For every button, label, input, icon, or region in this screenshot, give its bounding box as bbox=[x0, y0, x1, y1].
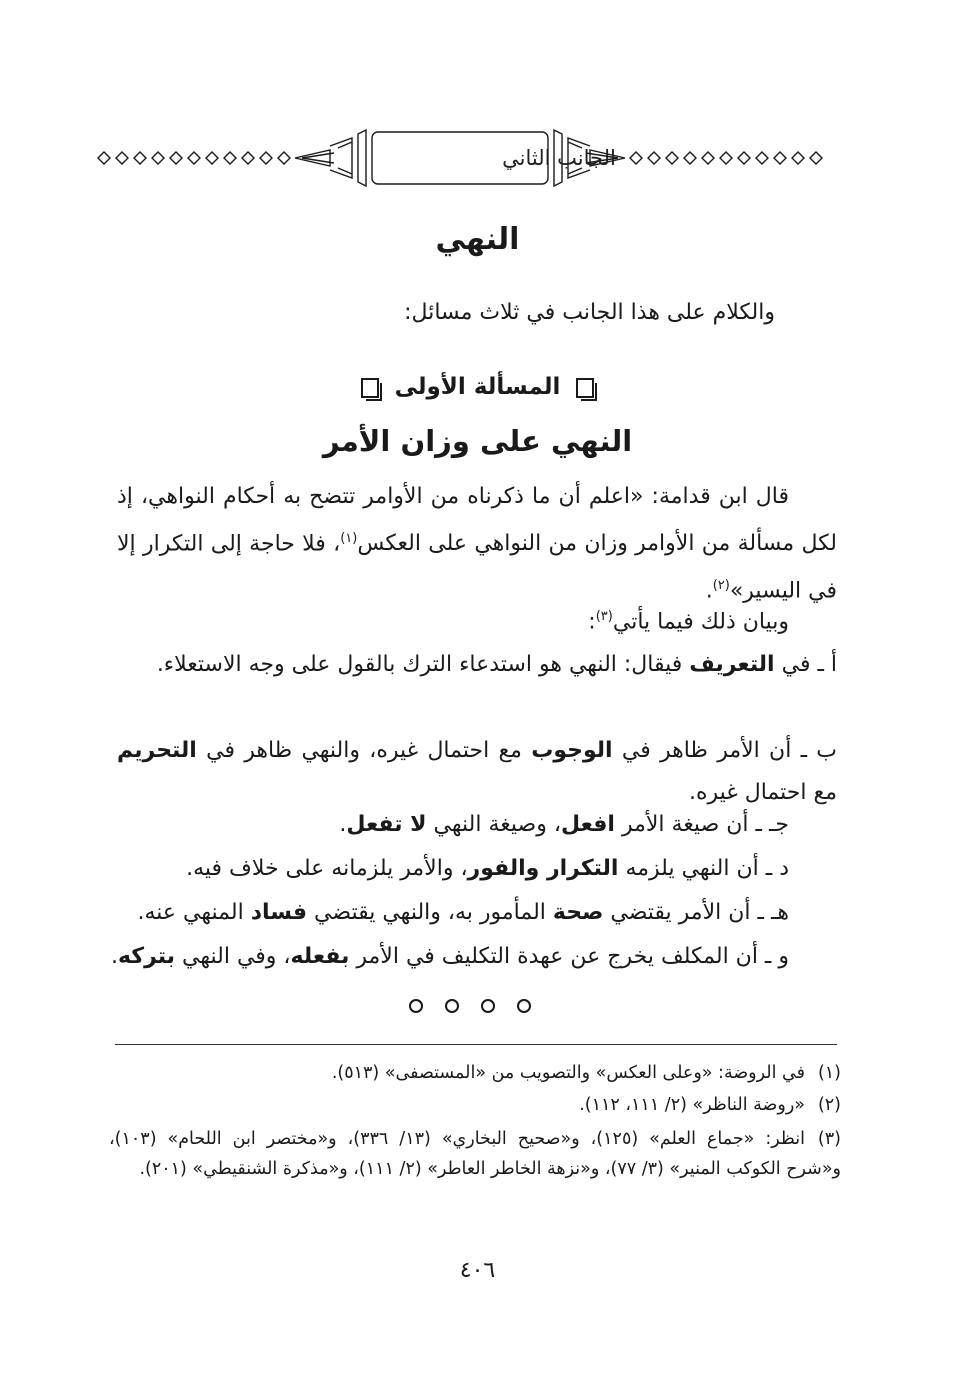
item-text: أ ـ في bbox=[774, 652, 837, 677]
item-bold: فساد bbox=[250, 900, 308, 925]
item-text: و ـ أن المكلف يخرج عن عهدة التكليف في الأمر bbox=[349, 944, 789, 969]
item-bold: افعل bbox=[560, 812, 615, 837]
item-text: مع احتمال غيره، والنهي ظاهر في bbox=[196, 738, 532, 763]
footnote-number: (١) bbox=[817, 1063, 841, 1083]
footnote-text: «روضة الناظر» (٢/ ١١١، ١١٢). bbox=[579, 1095, 805, 1115]
subtitle: النهي على وزان الأمر bbox=[322, 424, 633, 458]
item-text: ، وصيغة النهي bbox=[426, 812, 561, 837]
footnote-1 bbox=[109, 1058, 841, 1088]
item-text: هـ ـ أن الأمر يقتضي bbox=[603, 900, 789, 925]
paragraph-text: . bbox=[705, 578, 713, 604]
list-item-j bbox=[339, 812, 789, 837]
list-item-w bbox=[111, 944, 789, 969]
paragraph-text: وبيان ذلك فيما يأتي bbox=[612, 609, 789, 635]
item-bold: التكرار والفور bbox=[467, 856, 619, 881]
item-text: ، والأمر يلزمانه على خلاف فيه. bbox=[186, 856, 468, 881]
item-text: جـ ـ أن صيغة الأمر bbox=[614, 812, 789, 837]
item-text: المنهي عنه. bbox=[137, 900, 251, 925]
square-bullet-icon bbox=[576, 378, 594, 398]
item-bold: لا تفعل bbox=[346, 812, 427, 837]
item-text: . bbox=[110, 944, 118, 969]
paragraph-text: قال ابن قدامة: «اعلم أن ما ذكرناه من الأوامر تتضح به أحكام النواهي، إذ لكل مسألة من الأوامر وزان من النواهي على العكس bbox=[117, 484, 837, 557]
item-text: د ـ أن النهي يلزمه bbox=[618, 856, 789, 881]
item-bold: بفعله bbox=[290, 944, 350, 969]
list-item-h bbox=[138, 900, 790, 925]
footnote-number: (٢) bbox=[817, 1095, 841, 1115]
section-end-circles-icon bbox=[404, 996, 544, 1016]
masala-label: المسألة الأولى bbox=[394, 374, 561, 400]
footnote-ref[interactable]: (٢) bbox=[712, 578, 730, 594]
diamond-row-right-icon bbox=[630, 152, 822, 164]
footnote-ref[interactable]: (١) bbox=[340, 531, 358, 546]
footnote-2 bbox=[109, 1090, 841, 1120]
item-text: مع احتمال غيره. bbox=[688, 780, 837, 805]
list-item-d bbox=[186, 856, 789, 881]
footnote-3 bbox=[109, 1124, 841, 1184]
paragraph-quote bbox=[117, 476, 837, 613]
page-number: ٤٠٦ bbox=[459, 1258, 496, 1283]
footnote-text: في الروضة: «وعلى العكس» والتصويب من «المستصفى» (٥١٣). bbox=[331, 1063, 805, 1083]
item-bold: بتركه bbox=[117, 944, 176, 969]
paragraph-explanation bbox=[117, 596, 789, 643]
item-text: فيقال: النهي هو استدعاء الترك بالقول على وجه الاستعلاء. bbox=[156, 652, 690, 677]
square-bullet-icon bbox=[361, 378, 379, 398]
section-title: النهي bbox=[435, 222, 520, 257]
masala-heading bbox=[0, 374, 955, 400]
item-text: . bbox=[339, 812, 347, 837]
chapter-title: الجانب الثاني bbox=[502, 146, 616, 170]
footnote-number: (٣) bbox=[817, 1129, 841, 1149]
item-text: ب ـ أن الأمر ظاهر في bbox=[612, 738, 837, 763]
footnote-ref[interactable]: (٣) bbox=[595, 609, 613, 624]
item-bold: التحريم bbox=[117, 738, 197, 763]
chapter-header-ornament bbox=[90, 128, 830, 188]
paragraph-text: : bbox=[588, 609, 596, 635]
item-text: المأمور به، والنهي يقتضي bbox=[307, 900, 553, 925]
list-item-a bbox=[117, 644, 837, 686]
item-bold: صحة bbox=[552, 900, 604, 925]
diamond-row-left-icon bbox=[98, 152, 290, 164]
item-bold: الوجوب bbox=[531, 738, 613, 763]
intro-text: والكلام على هذا الجانب في ثلاث مسائل: bbox=[404, 300, 775, 325]
paragraph-text: ، فلا حاجة إلى التكرار إلا في اليسير» bbox=[117, 531, 837, 604]
footnote-divider bbox=[115, 1044, 837, 1045]
item-text: ، وفي النهي bbox=[175, 944, 291, 969]
footnote-text: انظر: «جماع العلم» (١٢٥)، و«صحيح البخاري» (١٣/ ٣٣٦)، و«مختصر ابن اللحام» (١٠٣)، و«شرح الكوكب المنير» (٣/ ٧٧)، و«نزهة الخاطر العاطر» (٢/ ١١١)، و«مذكرة الشنقيطي» (٢٠١). bbox=[109, 1129, 841, 1179]
list-item-b bbox=[117, 730, 837, 814]
item-bold: التعريف bbox=[689, 652, 775, 677]
